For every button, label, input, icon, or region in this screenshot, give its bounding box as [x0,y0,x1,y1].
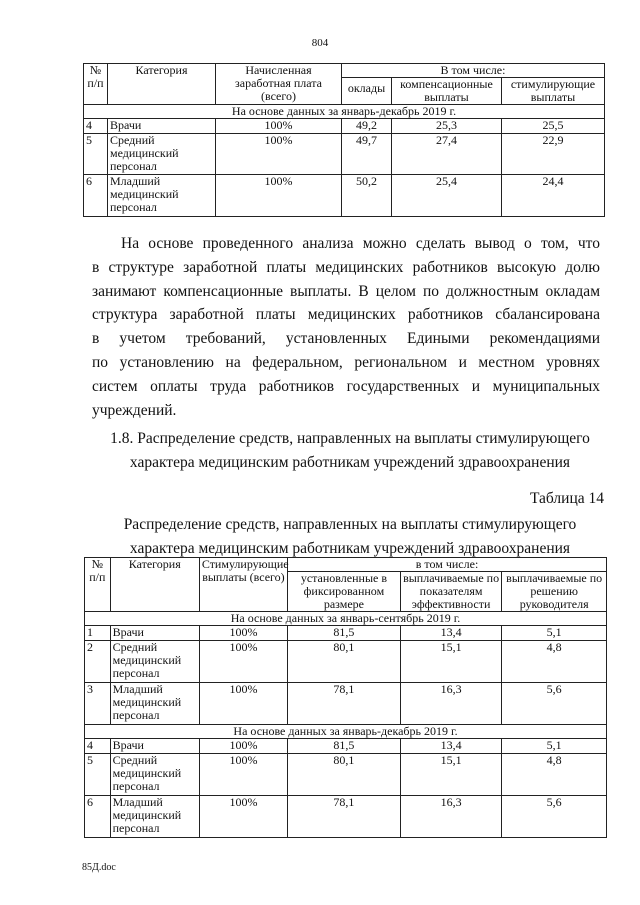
row-value: 25,5 [502,119,605,134]
row-number: 2 [85,641,111,683]
table-row [84,134,605,175]
row-value: 78,1 [288,796,401,838]
row-value: 4,8 [502,754,607,796]
header-including: В том числе: [342,64,605,78]
document-footer: 85Д.doc [82,862,116,873]
paragraph-line: структура заработной платы медицинских работников сбалансирована [92,306,600,324]
row-value: 4,8 [502,641,607,683]
table-row [84,175,605,217]
table-row [85,739,607,754]
header-stimulating-total: Стимулирующие выплаты (всего) [199,558,287,612]
row-total: 100% [216,134,342,175]
row-value: 27,4 [392,134,502,175]
header-accrued: Начисленная заработная плата (всего) [216,64,342,105]
table-caption-line: Распределение средств, направленных на выплаты стимулирующего [123,516,577,533]
row-value: 25,4 [392,175,502,217]
row-category: Средний медицинский персонал [108,134,216,175]
row-category: Младший медицинский персонал [110,683,199,725]
row-value: 80,1 [288,754,401,796]
header-category: Категория [110,558,199,612]
row-value: 22,9 [502,134,605,175]
row-value: 24,4 [502,175,605,217]
section-label: На основе данных за январь-декабрь 2019 г. [84,105,605,119]
row-value: 80,1 [288,641,401,683]
paragraph-line: в структуре заработной платы медицинских работников высокую долю [92,258,600,276]
table-row [85,683,607,725]
table-row [85,754,607,796]
row-value: 5,1 [502,626,607,641]
row-number: 6 [85,796,111,838]
row-total: 100% [199,641,287,683]
table-header-row [85,558,607,572]
row-value: 49,7 [342,134,392,175]
row-value: 5,6 [502,796,607,838]
header-compensation: компенсационные выплаты [392,78,502,105]
row-value: 50,2 [342,175,392,217]
paragraph-line: в учетом требований, установленных Едиными рекомендациями [92,330,600,348]
section-heading-line: характера медицинским работникам учреждений здравоохранения [129,454,571,471]
table-caption [92,513,608,561]
salary-structure-table [83,63,605,217]
row-value: 16,3 [400,683,502,725]
row-total: 100% [216,119,342,134]
row-number: 5 [84,134,108,175]
row-value: 5,6 [502,683,607,725]
section-heading [92,427,608,475]
paragraph-line: занимают компенсационные выплаты. В целом по должностным окладам [92,282,600,300]
paragraph-line: На основе проведенного анализа можно сделать вывод о том, что [121,235,600,252]
row-total: 100% [199,739,287,754]
table-section-row [85,725,607,739]
header-category: Категория [108,64,216,105]
row-number: 3 [85,683,111,725]
row-value: 81,5 [288,626,401,641]
row-number: 4 [84,119,108,134]
header-including: в том числе: [288,558,607,572]
row-value: 16,3 [400,796,502,838]
row-value: 5,1 [502,739,607,754]
row-value: 15,1 [400,641,502,683]
section-heading-line: 1.8. Распределение средств, направленных на выплаты стимулирующего [110,430,590,447]
page-number: 804 [311,37,329,49]
row-category: Младший медицинский персонал [110,796,199,838]
table-caption-line: характера медицинским работникам учреждений здравоохранения [129,540,571,557]
row-category: Врачи [110,626,199,641]
header-fixed: установленные в фиксированном размере [288,572,401,612]
row-value: 78,1 [288,683,401,725]
paragraph-line: по установлению на федеральном, региональном и местном уровнях [92,353,600,371]
analysis-paragraph [92,232,600,422]
row-total: 100% [199,683,287,725]
stimulus-distribution-table [84,557,607,838]
row-category: Средний медицинский персонал [110,641,199,683]
row-number: 5 [85,754,111,796]
section-label: На основе данных за январь-декабрь 2019 г. [85,725,607,739]
row-number: 4 [85,739,111,754]
row-total: 100% [199,626,287,641]
row-total: 100% [199,754,287,796]
table-section-row [84,105,605,119]
row-number: 1 [85,626,111,641]
row-category: Средний медицинский персонал [110,754,199,796]
paragraph-line: систем оплаты труда работников государственных и муниципальных [92,377,600,395]
table-number: Таблица 14 [529,490,604,507]
row-value: 81,5 [288,739,401,754]
row-value: 25,3 [392,119,502,134]
row-value: 15,1 [400,754,502,796]
table-section-row [85,612,607,626]
table-row [85,641,607,683]
row-total: 100% [216,175,342,217]
row-value: 13,4 [400,739,502,754]
row-number: 6 [84,175,108,217]
table-header-row [84,64,605,78]
row-category: Врачи [108,119,216,134]
row-value: 13,4 [400,626,502,641]
row-value: 49,2 [342,119,392,134]
header-num: № п/п [84,64,108,105]
row-category: Младший медицинский персонал [108,175,216,217]
header-num: № п/п [85,558,111,612]
header-performance: выплачиваемые по показателям эффективности [400,572,502,612]
header-manager-decision: выплачиваемые по решению руководителя [502,572,607,612]
row-total: 100% [199,796,287,838]
header-stimulating: стимулирующие выплаты [502,78,605,105]
header-salary: оклады [342,78,392,105]
table-row [84,119,605,134]
table-row [85,626,607,641]
row-category: Врачи [110,739,199,754]
paragraph-line: учреждений. [92,401,177,419]
table-row [85,796,607,838]
section-label: На основе данных за январь-сентябрь 2019 г. [85,612,607,626]
